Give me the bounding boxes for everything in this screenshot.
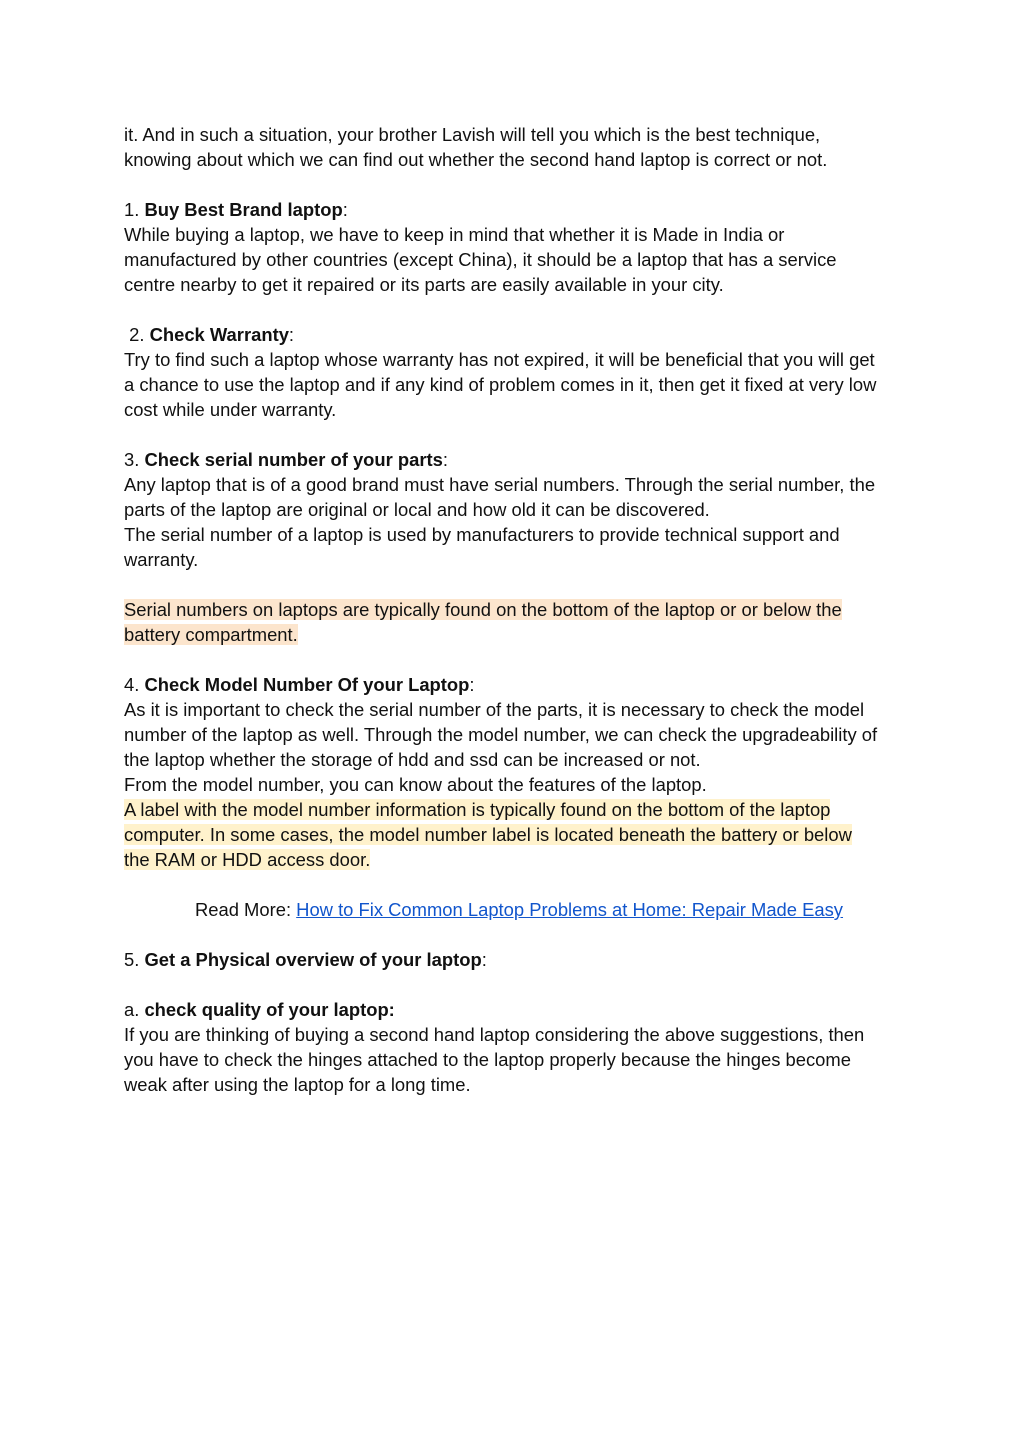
highlighted-line xyxy=(124,797,914,822)
highlighted-line xyxy=(124,622,914,647)
blank-line xyxy=(124,572,914,597)
body-line: parts of the laptop are original or local and how old it can be discovered. xyxy=(124,499,710,520)
intro-line: knowing about which we can find out whether the second hand laptop is correct or not. xyxy=(124,149,828,170)
body-line: you have to check the hinges attached to the laptop properly because the hinges become xyxy=(124,1049,851,1070)
section-heading xyxy=(124,947,914,972)
blank-line xyxy=(124,922,914,947)
document-page xyxy=(124,122,914,1097)
section-heading xyxy=(124,322,914,347)
section-number: 4. xyxy=(124,674,145,695)
body-line: manufactured by other countries (except China), it should be a laptop that has a service xyxy=(124,249,837,270)
body-line: While buying a laptop, we have to keep in mind that whether it is Made in India or xyxy=(124,224,785,245)
section-title: Check Model Number Of your Laptop xyxy=(144,674,470,695)
body-line: weak after using the laptop for a long time. xyxy=(124,1074,471,1095)
section-title: Check Warranty xyxy=(149,324,289,345)
subsection-title: check quality of your laptop: xyxy=(144,999,395,1020)
section-number: 1. xyxy=(124,199,145,220)
section-colon: : xyxy=(481,949,487,970)
highlight-text: computer. In some cases, the model number label is located beneath the battery or below xyxy=(124,824,852,845)
section-check-warranty xyxy=(124,322,914,422)
subsection-heading xyxy=(124,997,914,1022)
body-line: The serial number of a laptop is used by manufacturers to provide technical support and xyxy=(124,524,840,545)
intro-paragraph xyxy=(124,122,914,172)
section-colon: : xyxy=(442,449,449,470)
highlight-text: the RAM or HDD access door. xyxy=(124,849,371,870)
highlight-text: A label with the model number information is typically found on the bottom of the laptop xyxy=(124,799,831,820)
subsection-prefix: a. xyxy=(124,999,145,1020)
body-line: the laptop whether the storage of hdd and ssd can be increased or not. xyxy=(124,749,701,770)
body-line: number of the laptop as well. Through the model number, we can check the upgradeability of xyxy=(124,724,878,745)
section-number: 5. xyxy=(124,949,145,970)
blank-line xyxy=(124,172,914,197)
section-colon: : xyxy=(469,674,475,695)
blank-line xyxy=(124,422,914,447)
section-physical-overview xyxy=(124,947,914,1097)
body-line: a chance to use the laptop and if any kind of problem comes in it, then get it fixed at very low xyxy=(124,374,877,395)
read-more-prefix: Read More: xyxy=(194,899,297,920)
section-colon: : xyxy=(288,324,295,345)
section-heading xyxy=(124,447,914,472)
section-title: Get a Physical overview of your laptop xyxy=(144,949,482,970)
body-line: Any laptop that is of a good brand must have serial numbers. Through the serial number, the xyxy=(124,474,876,495)
section-title: Buy Best Brand laptop xyxy=(144,199,343,220)
body-line: If you are thinking of buying a second hand laptop considering the above suggestions, then xyxy=(124,1024,865,1045)
body-line: From the model number, you can know about the features of the laptop. xyxy=(124,774,707,795)
intro-line: it. And in such a situation, your brother Lavish will tell you which is the best technique, xyxy=(124,124,821,145)
body-line: centre nearby to get it repaired or its parts are easily available in your city. xyxy=(124,274,724,295)
body-line: warranty. xyxy=(124,549,199,570)
section-colon: : xyxy=(342,199,348,220)
section-buy-best-brand xyxy=(124,197,914,297)
body-line: cost while under warranty. xyxy=(124,399,337,420)
section-check-model-number xyxy=(124,672,914,872)
highlighted-line xyxy=(124,847,914,872)
blank-line xyxy=(124,972,914,997)
read-more-line xyxy=(124,897,914,922)
highlighted-line xyxy=(124,597,914,622)
highlighted-line xyxy=(124,822,914,847)
body-line: As it is important to check the serial number of the parts, it is necessary to check the model xyxy=(124,699,865,720)
blank-line xyxy=(124,297,914,322)
section-number: 2. xyxy=(124,324,150,345)
read-more-link[interactable]: How to Fix Common Laptop Problems at Home: Repair Made Easy xyxy=(296,899,844,920)
blank-line xyxy=(124,647,914,672)
section-heading xyxy=(124,197,914,222)
section-number: 3. xyxy=(124,449,145,470)
body-line: Try to find such a laptop whose warranty has not expired, it will be beneficial that you will get xyxy=(124,349,875,370)
section-heading xyxy=(124,672,914,697)
section-title: Check serial number of your parts xyxy=(144,449,443,470)
section-check-serial-number xyxy=(124,447,914,647)
highlight-text: battery compartment. xyxy=(124,624,298,645)
highlight-text: Serial numbers on laptops are typically found on the bottom of the laptop or or below the xyxy=(124,599,842,620)
blank-line xyxy=(124,872,914,897)
